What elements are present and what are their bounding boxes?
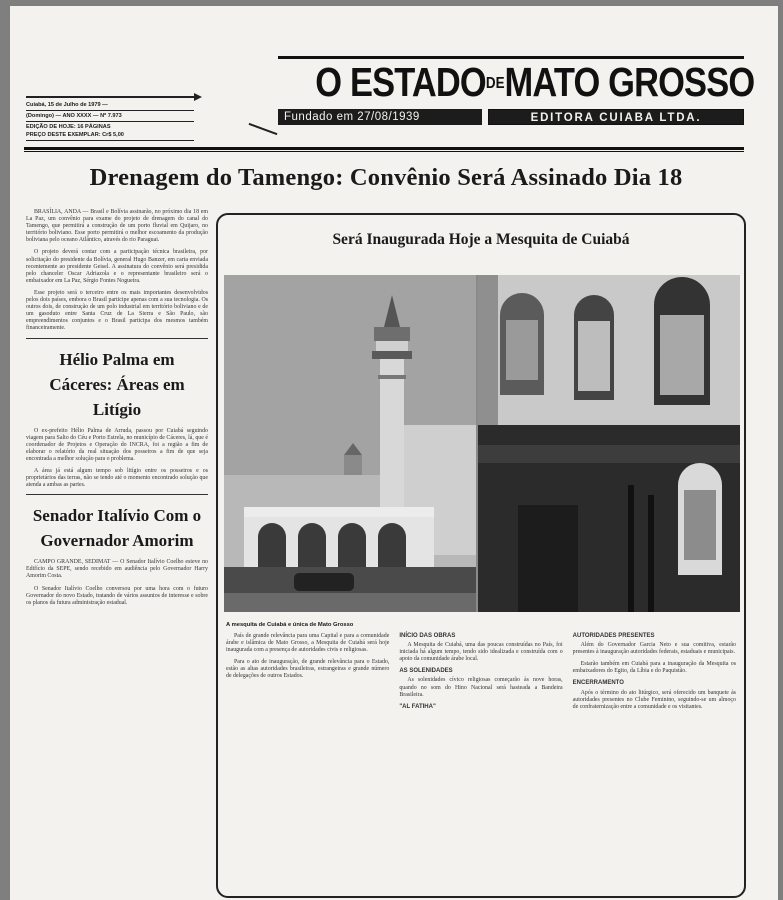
newspaper-page — [10, 6, 778, 900]
mosque-exterior-photo — [224, 275, 476, 612]
masthead-title-part1: O ESTADO — [315, 59, 486, 105]
story-paragraph: O ex-prefeito Hélio Palma de Arruda, passou por Cuiabá seguindo viagem para Salto do Céu e Porto Estrela, no município de Cáceres, lá, que é coordenador de Projetos e Operação do INCRA, foi a região a fim de elaborar o relatório da real situação dos posseiros a fim de que seja encontrada a melhor solução para o problema. — [26, 427, 208, 462]
masthead-founded: Fundado em 27/08/1939 — [278, 109, 482, 125]
story-paragraph: País de grande relevância para uma Capital e para a comunidade árabe e islâmica de Mato Grosso, a Mesquita de Cuiabá será hoje inaugurada com a presença de autoridades civis e religiosas. — [226, 633, 390, 654]
story-paragraph: Para o ato de inauguração, de grande relevância para o Estado, estão as altas autoridades brasileiras, estrangeiras e grande número de delegações de outros Estados. — [226, 659, 390, 680]
story-helio-palma-title: Hélio Palma em Cáceres: Áreas em Litígio — [49, 349, 185, 419]
story-paragraph: Além do Governador Garcia Neto e sua comitiva, estarão presentes à inauguração autoridades federais, estaduais e municipais. — [572, 642, 736, 656]
top-rule-thin — [24, 151, 744, 152]
left-column — [26, 209, 208, 612]
section-heading: AUTORIDADES PRESENTES — [572, 633, 655, 639]
minaret-illustration — [224, 275, 476, 612]
story-paragraph: A Mesquita de Cuiabá, uma das poucas construídas no País, foi iniciada há algum tempo, tendo sido idealizada e construída com o apoio da comunidade árabe local. — [399, 642, 563, 663]
section-heading: "AL FATIHA" — [399, 703, 436, 710]
section-heading: AS SOLENIDADES — [399, 668, 453, 675]
masthead-title-connector: DE — [485, 75, 505, 92]
column-divider — [26, 494, 208, 495]
story-paragraph: A área já está algum tempo sob litígio entre os posseiros e os proprietários das terras, não se tendo até o momento encontrado solução que atenda a ambas as partes. — [26, 467, 208, 489]
feature-box-mosque — [216, 213, 746, 898]
dateline-line: PREÇO DESTE EXEMPLAR: Cr$ 5,00 — [26, 132, 194, 141]
story-helio-palma — [26, 428, 208, 490]
dateline-arrow — [26, 96, 198, 100]
masthead-bar — [278, 109, 744, 125]
dateline-line: EDIÇÃO DE HOJE: 16 PÁGINAS — [26, 124, 111, 131]
interior-illustration — [478, 275, 740, 612]
mosque-photos — [224, 275, 740, 612]
masthead-publisher: EDITORA CUIABA LTDA. — [488, 109, 744, 125]
masthead-flourish — [249, 123, 278, 135]
story-paragraph: Após o término do ato litúrgico, será oferecido um banquete às autoridades presentes no Clube Feminino, seguindo-se um almoço de confraternização entre a comunidade e os visitantes. — [572, 689, 736, 710]
feature-column-3 — [573, 633, 736, 716]
story-paragraph: Esse projeto será o terceiro entre os mais importantes desenvolvidos pelos dois países, embora o Brasil participe apenas com a sua tecnologia. Os outros dois, de construção de um polo industrial em território boliviano e de um gasoduto entre Santa Cruz de La Sierra e São Paulo, são empreendimentos conjuntos e o Brasil participa dos mesmos também financeiramente. — [26, 289, 208, 332]
feature-columns — [226, 633, 736, 716]
dateline-line: (Domingo) — ANO XXXX — Nº 7.973 — [26, 113, 194, 122]
mosque-interior-photo — [478, 275, 740, 612]
feature-column-2 — [399, 633, 562, 716]
photo-caption: A mesquita de Cuiabá e única de Mato Grosso — [226, 622, 354, 628]
story-paragraph: BRASÍLIA, ANDA — Brasil e Bolívia assinarão, no próximo dia 18 em La Paz, um convênio para exame do projeto de drenagem do canal do Tamengo, que permitirá a construção de um porto fluvial em Quijaro, no território boliviano. Esse porto permitirá o melhor escoamento da produção boliviana pelo oceano Atlântico, através do rio Paraguai. — [26, 209, 208, 244]
masthead-title-part2: MATO GROSSO — [504, 59, 755, 105]
section-heading: INÍCIO DAS OBRAS — [399, 633, 456, 639]
story-paragraph: O Senador Italívio Coelho conversou por uma hora com o futuro Governador do novo Estado, tratando de vários assuntos de interesse e sobre os planos da futura administração estadual. — [26, 585, 208, 606]
story-senador — [26, 559, 208, 607]
dateline — [26, 102, 194, 143]
story-paragraph: CAMPO GRANDE, SEDIMAT — O Senador Italívio Coelho esteve no Edifício da SEPE, sendo recebido em audiência pelo Governador Harry Amorim Costa. — [26, 559, 208, 580]
story-drenagem — [26, 209, 208, 333]
feature-title: Será Inaugurada Hoje a Mesquita de Cuiabá — [332, 231, 630, 248]
column-divider — [26, 338, 208, 339]
masthead-title — [315, 59, 755, 107]
masthead — [278, 56, 755, 125]
feature-column-1 — [226, 633, 389, 716]
section-heading: ENCERRAMENTO — [572, 680, 624, 687]
story-senador-title: Senador Italívio Com o Governador Amorim — [32, 506, 202, 551]
top-rule — [24, 147, 744, 150]
dateline-line: Cuiabá, 15 de Julho de 1979 — — [26, 102, 194, 111]
story-paragraph: Estarão também em Cuiabá para a inauguração da Mesquita os embaixadores do Egito, da Líbia e do Paquistão. — [572, 661, 736, 675]
main-headline: Drenagem do Tamengo: Convênio Será Assinado Dia 18 — [89, 164, 683, 191]
story-paragraph: As solenidades cívico religiosas começarão às nove horas, quando no som do Hino Nacional será hasteada a Bandeira Brasileira. — [399, 677, 563, 698]
story-paragraph: O projeto deverá contar com a participação técnica brasileira, por solicitação do presidente da Bolívia, general Hugo Banzer, em carta enviada recentemente ao presidente Geisel. A assinatura do convênio será presidida pelo chanceler Oscar Adriazola e o representante brasileiro será o embaixador em La Paz, Sérgio Fontes Nogueira. — [26, 249, 208, 284]
